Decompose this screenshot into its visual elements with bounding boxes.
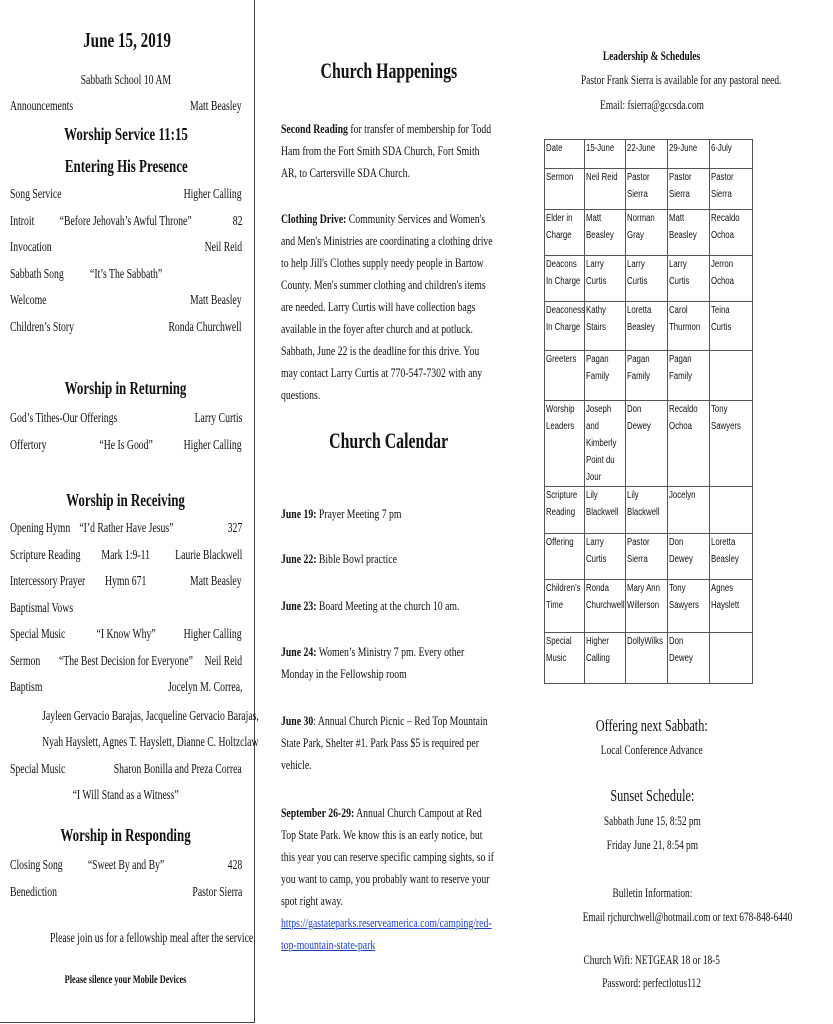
service-item-right: Higher Calling	[183, 626, 242, 641]
pastor-line: Pastor Frank Sierra is available for any pastoral need.	[580, 72, 782, 87]
service-item-label: Intercessory Prayer	[10, 573, 86, 588]
bulletin-title: Bulletin Information:	[612, 885, 692, 900]
service-item-right: Neil Reid	[204, 239, 242, 254]
schedule-cell: Worship Leaders	[545, 401, 585, 487]
event-september: September 26-29: Annual Church Campout at Red Top State Park. We know this is an early notice, but this year you can reserve specific camping sights, so if you want to camp, you probably want to reserve your spot right away. https://gastateparks.reserveamerica.com/camping/red-top-mountain-state-park	[281, 805, 494, 952]
schedule-cell: Larry Curtis	[585, 256, 626, 302]
service-item-right: Higher Calling	[183, 186, 242, 201]
service-item-right: 82	[232, 212, 242, 228]
schedule-cell: Recaldo Ochoa	[710, 210, 753, 256]
password-line: Password: perfectlotus112	[602, 975, 702, 990]
schedule-cell: Pastor Sierra	[668, 169, 710, 210]
service-item-label: Closing Song	[10, 857, 63, 872]
event-june24: June 24: Women’s Ministry 7 pm. Every other Monday in the Fellowship room	[281, 644, 465, 681]
schedule-cell: Matt Beasley	[668, 210, 710, 256]
schedule-row	[545, 351, 753, 401]
event-june23: June 23: Board Meeting at the church 10 am.	[281, 598, 460, 613]
service-item-mid: “It’s The Sabbath”	[89, 265, 163, 281]
bulletin-email: Email rjchurchwell@hotmail.com or text 678-848-6440	[582, 909, 793, 924]
schedule-cell: Pagan Family	[626, 351, 668, 401]
schedule-cell: Pagan Family	[668, 351, 710, 401]
service-item-mid: “Before Jehovah’s Awful Throne”	[59, 212, 193, 228]
schedule-cell: Neil Reid	[585, 169, 626, 210]
service-item-label: Offertory	[10, 437, 47, 452]
schedule-cell: Larry Curtis	[668, 256, 710, 302]
leadership-title: Leadership & Schedules	[603, 48, 701, 63]
service-item-mid: “Sweet By and By”	[87, 857, 165, 872]
schedule-row	[545, 487, 753, 534]
service-item-right: Larry Curtis	[194, 410, 242, 425]
schedule-cell: Teina Curtis	[710, 302, 753, 351]
service-item-right: Higher Calling	[183, 437, 242, 452]
schedule-row	[545, 302, 753, 351]
announcements-label: Announcements	[10, 98, 74, 113]
schedule-cell: Matt Beasley	[585, 210, 626, 256]
sunset-1: Sabbath June 15, 8:52 pm	[603, 813, 701, 828]
entering-heading: Entering His Presence	[64, 156, 188, 176]
schedule-row	[545, 580, 753, 633]
sabbath-school-text: Sabbath School 10 AM	[80, 72, 172, 87]
schedule-cell: Pastor Sierra	[626, 534, 668, 580]
schedule-cell: Scripture Reading	[545, 487, 585, 534]
event-june19: June 19: Prayer Meeting 7 pm	[281, 506, 402, 521]
service-item-label: Benediction	[10, 884, 57, 899]
schedule-cell: Greeters	[545, 351, 585, 401]
service-item-mid: “I Know Why”	[96, 626, 156, 641]
event-june30: June 30: Annual Church Picnic – Red Top Mountain State Park, Shelter #1. Park Pass $5 is required per vehicle.	[281, 713, 488, 772]
schedule-cell	[710, 351, 753, 401]
schedule-row	[545, 633, 753, 684]
schedule-cell: Don Dewey	[668, 633, 710, 684]
service-item-mid: Hymn 671	[105, 573, 147, 588]
schedule-cell: Elder in Charge	[545, 210, 585, 256]
schedule-cell: Tony Sawyers	[668, 580, 710, 633]
schedule-cell: Lily Blackwell	[585, 487, 626, 534]
schedule-cell: Don Dewey	[626, 401, 668, 487]
schedule-cell: 15-June	[585, 140, 626, 169]
schedule-cell: Date	[545, 140, 585, 169]
bulletin-date: June 15, 2019	[83, 28, 171, 52]
schedule-cell: Agnes Hayslett	[710, 580, 753, 633]
worship-service-heading: Worship Service 11:15	[64, 124, 188, 144]
schedule-cell: Joseph and Kimberly Point du Jour	[585, 401, 626, 487]
service-item-label: God’s Tithes-Our Offerings	[10, 410, 118, 425]
service-item-label: Baptismal Vows	[10, 599, 74, 615]
schedule-cell: Recaldo Ochoa	[668, 401, 710, 487]
service-item-right: 428	[227, 857, 242, 872]
calendar-title: Church Calendar	[329, 428, 448, 453]
returning-heading: Worship in Returning	[65, 378, 187, 398]
wifi-line: Church Wifi: NETGEAR 18 or 18-5	[583, 952, 721, 967]
schedule-cell: 22-June	[626, 140, 668, 169]
service-item-label: Baptism	[10, 679, 43, 694]
campground-link[interactable]: https://gastateparks.reserveamerica.com/camping/red-top-mountain-state-park	[281, 915, 492, 952]
schedule-cell: Loretta Beasley	[626, 302, 668, 351]
service-item-right: Jocelyn M. Correa,	[167, 679, 242, 694]
service-item-label: Introit	[10, 212, 35, 228]
service-item-mid: “I’d Rather Have Jesus”	[78, 520, 174, 535]
schedule-cell: Deacons In Charge	[545, 256, 585, 302]
schedule-cell: 6-July	[710, 140, 753, 169]
schedule-row	[545, 256, 753, 302]
service-item-right: Neil Reid	[204, 652, 242, 668]
schedule-row	[545, 210, 753, 256]
receiving-heading: Worship in Receiving	[66, 490, 186, 510]
service-item-right: Laurie Blackwell	[174, 546, 242, 562]
service-item-label: Sermon	[10, 652, 41, 668]
service-item-label: Welcome	[10, 292, 47, 307]
schedule-cell: Pagan Family	[585, 351, 626, 401]
schedule-cell: Pastor Sierra	[626, 169, 668, 210]
service-item-right: Matt Beasley	[190, 573, 242, 588]
service-item-right: Matt Beasley	[190, 292, 242, 307]
announcements-who: Matt Beasley	[190, 98, 242, 113]
schedule-cell: Norman Gray	[626, 210, 668, 256]
service-item-mid: “He Is Good”	[99, 437, 153, 452]
second-reading-para: Second Reading for transfer of membership for Todd Ham from the Fort Smith SDA Church, Fort Smith AR, to Cartersville SDA Church.	[281, 121, 492, 180]
schedule-cell: Pastor Sierra	[710, 169, 753, 210]
service-item-label: Sabbath Song	[10, 265, 64, 281]
schedule-cell	[710, 487, 753, 534]
schedule-cell: Larry Curtis	[585, 534, 626, 580]
schedule-cell	[710, 633, 753, 684]
schedule-cell: Deaconess In Charge	[545, 302, 585, 351]
schedule-cell: Higher Calling	[585, 633, 626, 684]
schedule-cell: Loretta Beasley	[710, 534, 753, 580]
service-item-label: Song Service	[10, 186, 62, 201]
event-june22: June 22: Bible Bowl practice	[281, 551, 397, 566]
schedule-table	[544, 139, 753, 684]
schedule-cell: Lily Blackwell	[626, 487, 668, 534]
service-item-mid: Mark 1:9-11	[101, 546, 151, 562]
service-item-right: Pastor Sierra	[192, 884, 242, 899]
service-item-label: Opening Hymn	[10, 520, 71, 535]
service-item-label: Invocation	[10, 239, 52, 254]
service-item-right: Ronda Churchwell	[168, 318, 242, 334]
email-line: Email: fsierra@gccsda.com	[600, 97, 704, 112]
schedule-cell: Kathy Stairs	[585, 302, 626, 351]
schedule-cell: Carol Thurmon	[668, 302, 710, 351]
schedule-cell: Jerron Ochoa	[710, 256, 753, 302]
schedule-row	[545, 401, 753, 487]
schedule-cell: Jocelyn	[668, 487, 710, 534]
happenings-title: Church Happenings	[320, 58, 457, 83]
offering-title: Offering next Sabbath:	[596, 716, 708, 735]
schedule-cell: 29-June	[668, 140, 710, 169]
schedule-cell: Ronda Churchwell	[585, 580, 626, 633]
schedule-cell: Special Music	[545, 633, 585, 684]
sunset-2: Friday June 21, 8:54 pm	[606, 837, 698, 852]
schedule-cell: DollyWilks	[626, 633, 668, 684]
schedule-cell: Mary Ann Willerson	[626, 580, 668, 633]
schedule-cell: Don Dewey	[668, 534, 710, 580]
schedule-row	[545, 169, 753, 210]
schedule-cell: Offering	[545, 534, 585, 580]
service-item-right: 327	[227, 520, 242, 535]
schedule-cell: Sermon	[545, 169, 585, 210]
responding-heading: Worship in Responding	[60, 825, 192, 845]
service-item-mid: “The Best Decision for Everyone”	[59, 652, 193, 668]
service-item-label: Children’s Story	[10, 318, 75, 334]
left-panel: June 15, 2019 Sabbath School 10 AM Announcements Matt Beasley Worship Service 11:15 Entering His Presence Song Service Higher Calling Introit “Before Jehovah’s Awful Throne” 82 Invocation Neil Reid Sabbath Song “It’s The Sabbath” Welcome Matt Beasley Children’s Story Ronda Churchwell Worship in Returning God’s Tithes-Our Offerings Larry Curtis Offertory “He Is Good” Higher Calling Worship in Receiving Opening Hymn “I’d Rather Have Jesus” 327 Scripture Reading Mark 1:9-11 Laurie Blackwell Intercessory Prayer Hymn 671 Matt Beasley Baptismal Vows Special Music “I Know Why” Higher Calling Sermon “The Best Decision for Everyone” Neil Reid Baptism Jocelyn M. Correa, Jayleen Gervacio Barajas, Jacqueline Gervacio Barajas, Nyah Hayslett, Agnes T. Hayslett, Dianne C. Holtzclaw Special Music Sharon Bonilla and Preza Correa “I Will Stand as a Witness” Worship in Responding Closing Song “Sweet By and By” 428 Benediction Pastor Sierra Please join us for a fellowship meal after the service. Please silence your Mobile Devices	[0, 0, 255, 1023]
sunset-title: Sunset Schedule:	[610, 786, 694, 805]
service-item-label: Special Music	[10, 626, 66, 641]
service-item-label: Scripture Reading	[10, 546, 81, 562]
schedule-cell: Tony Sawyers	[710, 401, 753, 487]
schedule-row	[545, 534, 753, 580]
schedule-cell: Larry Curtis	[626, 256, 668, 302]
schedule-cell: Children’s Time	[545, 580, 585, 633]
schedule-row	[545, 140, 753, 169]
offering-value: Local Conference Advance	[601, 742, 703, 757]
clothing-drive-para: Clothing Drive: Community Services and Women's and Men's Ministries are coordinating a clothing drive to help Jill's Clothes supply needy people in Bartow County. Men's summer clothing and children's items are needed. Larry Curtis will have collection bags available in the foyer after church and at potluck. Sabbath, June 22 is the deadline for this drive. You may contact Larry Curtis at 770-547-7302 with any questions.	[281, 211, 493, 402]
